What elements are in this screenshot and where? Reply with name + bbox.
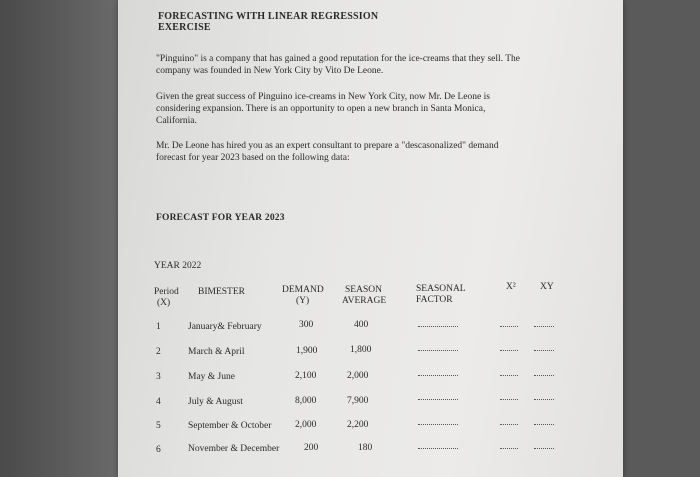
header-demand-y: (Y) (296, 296, 310, 306)
row6-seasonal-blank (418, 448, 458, 449)
paragraph-1-line1: "Pinguino" is a company that has gained a good reputation for the ice-creams that they sell. The (156, 54, 520, 64)
row3-seasonal-blank (418, 375, 458, 376)
section-title: FORECAST FOR YEAR 2023 (156, 213, 285, 223)
row5-xy-blank (534, 424, 554, 425)
row3-demand: 2,100 (295, 371, 317, 381)
row2-demand: 1,900 (296, 346, 318, 356)
row3-x2-blank (500, 375, 518, 376)
row2-period: 2 (156, 347, 161, 357)
doc-title-line2: EXERCISE (158, 22, 211, 33)
row3-bimester: May & June (188, 372, 235, 382)
year-label: YEAR 2022 (154, 261, 202, 271)
row3-period: 3 (156, 372, 161, 382)
header-x-squared: X² (506, 282, 516, 292)
header-xy: XY (540, 282, 554, 292)
header-period-x: (X) (157, 298, 171, 308)
row3-xy-blank (534, 375, 554, 376)
row4-x2-blank (500, 399, 518, 400)
background-left (0, 0, 118, 477)
row5-season: 2,200 (347, 420, 369, 430)
row1-bimester: January& February (188, 322, 262, 332)
row6-demand: 200 (304, 443, 319, 453)
paragraph-3-line2: forecast for year 2023 based on the following data: (156, 153, 350, 163)
header-period: Period (154, 287, 179, 297)
row5-seasonal-blank (418, 424, 458, 425)
row2-season: 1,800 (350, 345, 372, 355)
header-bimester: BIMESTER (198, 287, 245, 297)
row1-season: 400 (354, 320, 369, 330)
row4-period: 4 (156, 397, 161, 407)
row5-demand: 2,000 (295, 420, 317, 430)
row5-x2-blank (500, 424, 518, 425)
header-demand: DEMAND (282, 285, 324, 295)
row2-seasonal-blank (418, 350, 458, 351)
row6-season: 180 (358, 443, 373, 453)
header-season-average: AVERAGE (342, 296, 387, 306)
header-seasonal-factor: FACTOR (416, 295, 453, 305)
row1-period: 1 (156, 322, 161, 332)
row5-period: 5 (156, 421, 161, 431)
header-season: SEASON (345, 285, 382, 295)
row5-bimester: September & October (188, 421, 272, 431)
row3-season: 2,000 (347, 371, 369, 381)
row1-seasonal-blank (418, 326, 458, 327)
paragraph-1-line2: company was founded in New York City by Vito De Leone. (156, 66, 384, 76)
row1-demand: 300 (299, 320, 314, 330)
paragraph-2-line2: considering expansion. There is an opportunity to open a new branch in Santa Monica, (156, 104, 486, 114)
row6-x2-blank (500, 448, 518, 449)
row1-x2-blank (500, 326, 518, 327)
row4-seasonal-blank (418, 399, 458, 400)
row4-demand: 8,000 (295, 396, 317, 406)
paragraph-3-line1: Mr. De Leone has hired you as an expert consultant to prepare a "descasonalized" demand (156, 141, 499, 151)
row4-bimester: July & August (188, 397, 243, 407)
row6-xy-blank (534, 448, 554, 449)
doc-title-line1: FORECASTING WITH LINEAR REGRESSION (158, 11, 379, 22)
paragraph-2-line1: Given the great success of Pinguino ice-creams in New York City, now Mr. De Leone is (156, 92, 490, 102)
row2-x2-blank (500, 350, 518, 351)
row6-period: 6 (156, 445, 161, 455)
paragraph-2-line3: California. (156, 116, 197, 126)
row6-bimester: November & December (188, 444, 280, 454)
row2-xy-blank (534, 350, 554, 351)
row2-bimester: March & April (188, 347, 245, 357)
row4-xy-blank (534, 399, 554, 400)
row4-season: 7,900 (347, 396, 369, 406)
document-page (118, 0, 623, 477)
header-seasonal: SEASONAL (416, 284, 466, 294)
row1-xy-blank (534, 326, 554, 327)
